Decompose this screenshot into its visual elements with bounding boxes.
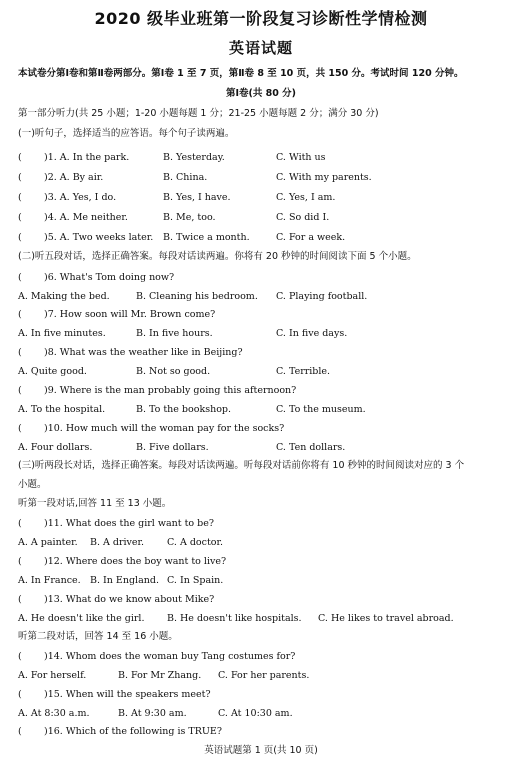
option-c: C. Yes, I am. bbox=[276, 192, 336, 203]
option-b: B. Yesterday. bbox=[163, 152, 225, 163]
section2-heading: (二)听五段对话，选择正确答案。每段对话读两遍。你将有 20 秒钟的时间阅读下面 5 个小题。 bbox=[18, 251, 417, 262]
question-15 bbox=[18, 689, 211, 701]
section3-heading: (三)听两段长对话，选择正确答案。每段对话读两遍。听每段对话前你将有 10 秒钟的时间阅读对应的 3 个 bbox=[18, 460, 465, 471]
question-text: )4. A. Me neither. bbox=[44, 212, 128, 223]
option-a: A. A painter. bbox=[18, 537, 78, 548]
answer-bracket: ( bbox=[18, 556, 22, 567]
option-c: C. In Spain. bbox=[167, 575, 224, 586]
question-1 bbox=[18, 152, 129, 164]
option-a: A. To the hospital. bbox=[18, 404, 106, 415]
question-12 bbox=[18, 556, 226, 568]
answer-bracket: ( bbox=[18, 518, 22, 529]
option-b: B. China. bbox=[163, 172, 208, 183]
page-footer: 英语试题第 1 页(共 10 页) bbox=[204, 745, 318, 756]
exam-subtitle: 英语试题 bbox=[228, 39, 293, 57]
option-a: A. In France. bbox=[18, 575, 81, 586]
option-c: C. In five days. bbox=[276, 328, 348, 339]
option-c: C. With my parents. bbox=[276, 172, 372, 183]
question-16 bbox=[18, 726, 222, 738]
option-b: B. Cleaning his bedroom. bbox=[136, 291, 258, 302]
option-c: C. Playing football. bbox=[276, 291, 368, 302]
option-c: C. For her parents. bbox=[218, 670, 310, 681]
question-text: )5. A. Two weeks later. bbox=[44, 232, 154, 243]
option-c: C. For a week. bbox=[276, 232, 346, 243]
option-b: B. Five dollars. bbox=[136, 442, 209, 453]
option-c: C. With us bbox=[276, 152, 326, 163]
answer-bracket: ( bbox=[18, 232, 22, 243]
question-text: )9. Where is the man probably going this afternoon? bbox=[44, 385, 297, 396]
dialogue1-instruction: 听第一段对话,回答 11 至 13 小题。 bbox=[18, 498, 172, 509]
option-c: C. A doctor. bbox=[167, 537, 224, 548]
option-b: B. In five hours. bbox=[136, 328, 213, 339]
question-9 bbox=[18, 385, 296, 397]
option-a: A. Four dollars. bbox=[18, 442, 93, 453]
section3-heading-cont: 小题。 bbox=[18, 479, 47, 490]
option-c: C. Ten dollars. bbox=[276, 442, 346, 453]
exam-intro: 本试卷分第Ⅰ卷和第Ⅱ卷两部分。第Ⅰ卷 1 至 7 页，第Ⅱ卷 8 至 10 页，共 150 分。考试时间 120 分钟。 bbox=[18, 68, 464, 79]
option-b: B. At 9:30 am. bbox=[118, 708, 187, 719]
question-11 bbox=[18, 518, 214, 530]
option-b: B. In England. bbox=[90, 575, 159, 586]
answer-bracket: ( bbox=[18, 172, 22, 183]
option-a: A. Making the bed. bbox=[18, 291, 110, 302]
answer-bracket: ( bbox=[18, 726, 22, 737]
option-b: B. A driver. bbox=[90, 537, 145, 548]
question-text: )13. What do we know about Mike? bbox=[44, 594, 215, 605]
answer-bracket: ( bbox=[18, 423, 22, 434]
question-text: )14. Whom does the woman buy Tang costumes for? bbox=[44, 651, 296, 662]
exam-title: 2020 级毕业班第一阶段复习诊断性学情检测 bbox=[94, 9, 428, 28]
question-10 bbox=[18, 423, 284, 435]
question-7 bbox=[18, 309, 215, 321]
option-a: A. He doesn't like the girl. bbox=[18, 613, 145, 624]
option-a: A. For herself. bbox=[18, 670, 87, 681]
question-text: )2. A. By air. bbox=[44, 172, 104, 183]
option-a: A. Quite good. bbox=[18, 366, 87, 377]
volume-heading: 第Ⅰ卷(共 80 分) bbox=[225, 88, 297, 99]
question-text: )16. Which of the following is TRUE? bbox=[44, 726, 222, 737]
part1-heading: 第一部分听力(共 25 小题；1-20 小题每题 1 分；21-25 小题每题 2 分；满分 30 分) bbox=[18, 108, 379, 119]
question-text: )15. When will the speakers meet? bbox=[44, 689, 211, 700]
question-text: )1. A. In the park. bbox=[44, 152, 130, 163]
question-text: )11. What does the girl want to be? bbox=[44, 518, 214, 529]
dialogue2-instruction: 听第二段对话，回答 14 至 16 小题。 bbox=[18, 631, 178, 642]
answer-bracket: ( bbox=[18, 651, 22, 662]
option-b: B. For Mr Zhang. bbox=[118, 670, 202, 681]
answer-bracket: ( bbox=[18, 309, 22, 320]
answer-bracket: ( bbox=[18, 212, 22, 223]
question-text: )10. How much will the woman pay for the socks? bbox=[44, 423, 285, 434]
answer-bracket: ( bbox=[18, 385, 22, 396]
question-text: )3. A. Yes, I do. bbox=[44, 192, 117, 203]
question-13 bbox=[18, 594, 214, 606]
option-b: B. To the bookshop. bbox=[136, 404, 232, 415]
option-b: B. Not so good. bbox=[136, 366, 211, 377]
answer-bracket: ( bbox=[18, 347, 22, 358]
answer-bracket: ( bbox=[18, 192, 22, 203]
answer-bracket: ( bbox=[18, 152, 22, 163]
answer-bracket: ( bbox=[18, 272, 22, 283]
option-c: C. So did I. bbox=[276, 212, 330, 223]
option-c: C. At 10:30 am. bbox=[218, 708, 293, 719]
question-text: )12. Where does the boy want to live? bbox=[44, 556, 227, 567]
option-b: B. Twice a month. bbox=[163, 232, 250, 243]
option-c: C. He likes to travel abroad. bbox=[318, 613, 454, 624]
option-b: B. Yes, I have. bbox=[163, 192, 231, 203]
section1-heading: (一)听句子，选择适当的应答语。每个句子读两遍。 bbox=[18, 128, 235, 139]
question-6 bbox=[18, 272, 174, 284]
question-text: )6. What's Tom doing now? bbox=[44, 272, 175, 283]
question-text: )8. What was the weather like in Beijing? bbox=[44, 347, 243, 358]
question-8 bbox=[18, 347, 243, 359]
answer-bracket: ( bbox=[18, 594, 22, 605]
question-5 bbox=[18, 232, 153, 244]
option-c: C. To the museum. bbox=[276, 404, 366, 415]
option-a: A. At 8:30 a.m. bbox=[18, 708, 90, 719]
question-text: )7. How soon will Mr. Brown come? bbox=[44, 309, 216, 320]
option-a: A. In five minutes. bbox=[18, 328, 106, 339]
option-b: B. He doesn't like hospitals. bbox=[167, 613, 302, 624]
option-b: B. Me, too. bbox=[163, 212, 216, 223]
question-2 bbox=[18, 172, 103, 184]
question-14 bbox=[18, 651, 295, 663]
answer-bracket: ( bbox=[18, 689, 22, 700]
option-c: C. Terrible. bbox=[276, 366, 331, 377]
question-3 bbox=[18, 192, 116, 204]
question-4 bbox=[18, 212, 128, 224]
